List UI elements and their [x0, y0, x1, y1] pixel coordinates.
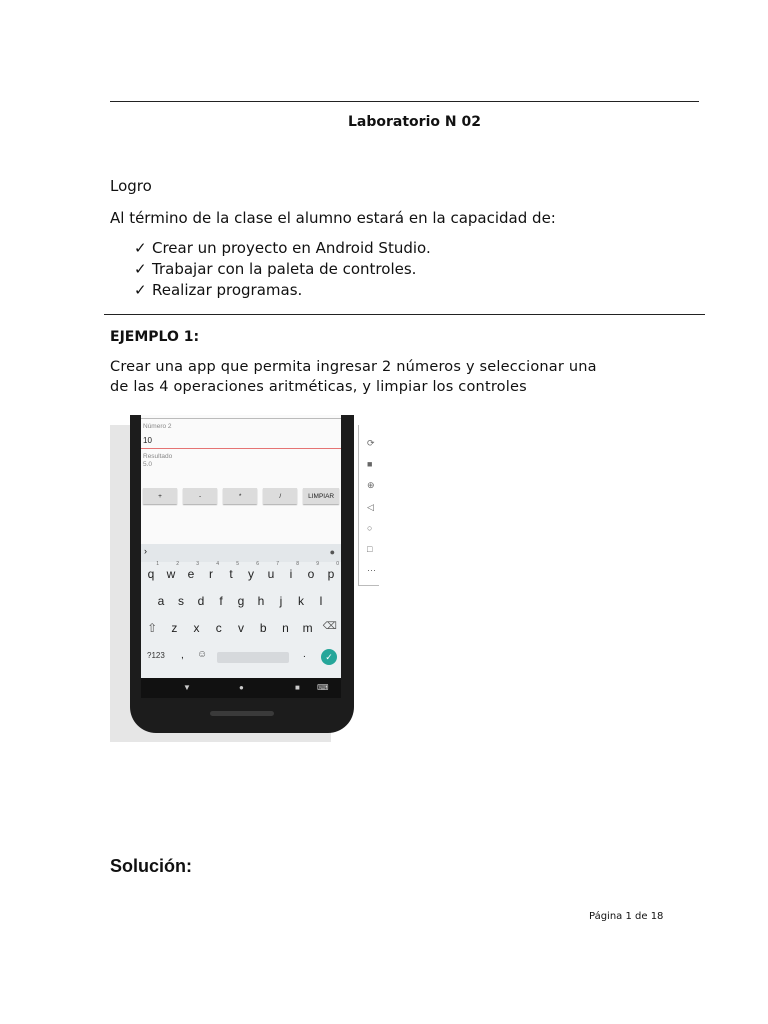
keyboard-row-2	[141, 594, 341, 608]
expand-icon[interactable]: ›	[144, 546, 147, 556]
keyboard-switch-icon[interactable]: ⌨	[317, 683, 329, 692]
keyboard-row-3	[141, 621, 341, 635]
intro-text: Al término de la clase el alumno estará en la capacidad de:	[110, 209, 556, 227]
header-rule	[110, 101, 699, 102]
keyboard-row-4	[141, 648, 341, 666]
key-z[interactable]: z	[171, 621, 178, 635]
key-l[interactable]: l	[319, 594, 323, 608]
check-icon: ✓	[134, 260, 147, 278]
key-w[interactable]: 2 w	[166, 561, 179, 581]
subtract-button[interactable]: -	[183, 488, 217, 504]
key-d[interactable]: d	[197, 594, 205, 608]
document-title: Laboratorio N 02	[348, 114, 481, 130]
back-triangle-icon[interactable]: ▼	[183, 683, 191, 692]
field2-underline	[141, 448, 341, 449]
key-e[interactable]: 3 e	[187, 561, 199, 581]
page-number: Página 1 de 18	[589, 911, 664, 922]
back-icon: ◁	[367, 502, 374, 512]
key-x[interactable]: x	[193, 621, 200, 635]
key-k[interactable]: k	[298, 594, 304, 608]
key-j[interactable]: j	[279, 594, 283, 608]
android-nav-bar	[141, 678, 341, 698]
shift-icon[interactable]: ⇧	[147, 621, 158, 635]
space-bar[interactable]	[217, 652, 289, 663]
key-g[interactable]: g	[237, 594, 245, 608]
key-r[interactable]: 4 r	[209, 561, 219, 581]
mic-icon[interactable]: ●	[329, 547, 335, 557]
key-f[interactable]: f	[219, 594, 223, 608]
key-h[interactable]: h	[257, 594, 265, 608]
soft-keyboard	[141, 544, 341, 678]
key-q[interactable]: 1 q	[147, 561, 159, 581]
operation-buttons	[143, 488, 339, 504]
phone-speaker	[210, 711, 274, 716]
objective-item	[134, 260, 416, 278]
app-screenshot	[110, 423, 339, 742]
symbols-key[interactable]: ?123	[147, 651, 165, 660]
logro-label: Logro	[110, 177, 152, 195]
check-icon: ✓	[134, 239, 147, 257]
key-v[interactable]: v	[237, 621, 244, 635]
add-button[interactable]: +	[143, 488, 177, 504]
enter-check-icon[interactable]: ✓	[321, 649, 337, 665]
key-o[interactable]: 9 o	[307, 561, 319, 581]
key-c[interactable]: c	[215, 621, 222, 635]
keyboard-row-1	[141, 561, 341, 581]
section-rule	[104, 314, 705, 315]
home-circle-icon[interactable]: ●	[239, 683, 244, 692]
keyboard-suggestion-bar	[141, 544, 341, 562]
example-description-line-1: Crear una app que permita ingresar 2 números y seleccionar una	[110, 359, 597, 375]
example-heading: EJEMPLO 1:	[110, 329, 200, 345]
emoji-icon[interactable]: ☺	[197, 649, 208, 660]
multiply-button[interactable]: *	[223, 488, 257, 504]
camera-icon: ■	[367, 459, 373, 469]
key-s[interactable]: s	[178, 594, 184, 608]
key-t[interactable]: 5 t	[229, 561, 239, 581]
phone-screen	[141, 415, 341, 678]
rotate-icon: ⟳	[367, 438, 375, 448]
key-m[interactable]: m	[302, 621, 313, 635]
more-icon: ⋯	[367, 565, 376, 575]
objective-text: Trabajar con la paleta de controles.	[152, 260, 417, 278]
key-u[interactable]: 7 u	[267, 561, 279, 581]
key-b[interactable]: b	[259, 621, 267, 635]
objective-item	[134, 281, 302, 299]
objective-text: Crear un proyecto en Android Studio.	[152, 239, 431, 257]
divide-button[interactable]: /	[263, 488, 297, 504]
example-description-line-2: de las 4 operaciones aritméticas, y limpiar los controles	[110, 379, 527, 395]
result-label: Resultado	[143, 453, 173, 460]
backspace-icon[interactable]: ⌫	[322, 621, 337, 632]
objective-item	[134, 239, 431, 257]
key-a[interactable]: a	[157, 594, 165, 608]
result-value: 5.0	[143, 461, 153, 468]
field1-underline	[141, 418, 341, 419]
key-p[interactable]: 0 p	[327, 561, 339, 581]
clear-button[interactable]: LIMPIAR	[303, 488, 339, 504]
key-n[interactable]: n	[282, 621, 289, 635]
check-icon: ✓	[134, 281, 147, 299]
solution-heading: Solución:	[110, 856, 192, 876]
period-key[interactable]: .	[303, 649, 306, 660]
key-y[interactable]: 6 y	[248, 561, 259, 581]
ide-side-panel	[358, 425, 379, 586]
comma-key[interactable]: ,	[181, 650, 184, 661]
zoom-icon: ⊕	[367, 480, 375, 490]
key-i[interactable]: 8 i	[289, 561, 299, 581]
overview-icon: □	[367, 544, 373, 554]
objective-text: Realizar programas.	[152, 281, 303, 299]
phone-frame	[130, 415, 354, 733]
home-icon: ○	[367, 523, 373, 533]
field2-label: Número 2	[143, 423, 172, 430]
field2-input[interactable]: 10	[143, 436, 152, 445]
recents-square-icon[interactable]: ■	[295, 683, 300, 692]
